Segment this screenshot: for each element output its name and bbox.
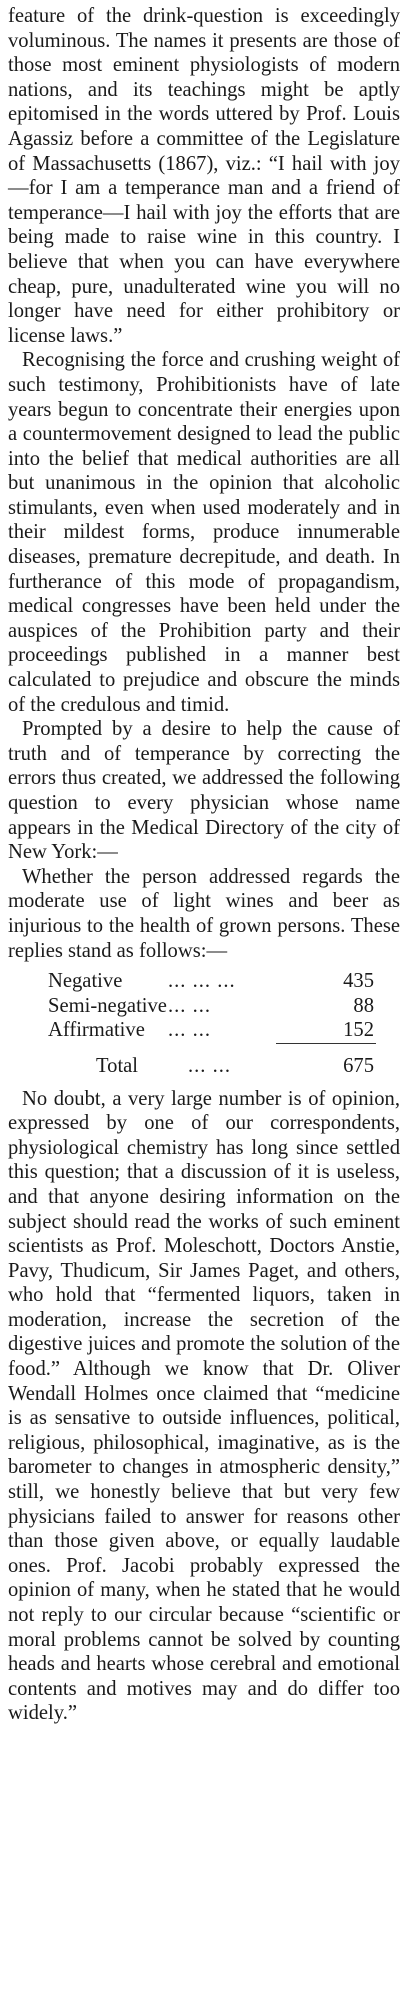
- total-rule: [276, 1043, 376, 1044]
- table-row: [8, 969, 400, 994]
- paragraph-agassiz-quote: feature of the drink-question is exceedingly voluminous. The names it presents are those of those most eminent physiologists of modern nations, and its teachings might be aptly epitomised in the words uttered by Prof. Louis Agassiz before a committee of the Legislature of Massachusetts (1867), viz.: “I hail with joy—for I am a temperance man and a friend of temperance—I hail with joy the efforts that are being made to raise wine in this country. I believe that when you can have everywhere cheap, pure, unadulterated wine you will no longer have need for either prohibitory or license laws.”: [8, 5, 400, 347]
- table-row: [8, 994, 400, 1019]
- row-label: Negative: [48, 970, 123, 993]
- paragraph-question-text: Whether the person addressed regards the moderate use of light wines and beer as injurious to the health of grown persons. These replies stand as follows:—: [8, 865, 400, 962]
- row-leader-dots: ... ... ...: [168, 970, 236, 993]
- row-leader-dots: ... ...: [168, 1019, 212, 1042]
- row-label: Semi-negative: [48, 994, 167, 1017]
- row-value: 435: [343, 970, 374, 993]
- paragraph-physiological-chemistry: No doubt, a very large number is of opinion, expressed by one of our correspondents, physiological chemistry has long since settled this question; that a discussion of it is useless, and that anyone desiring information on the subject should read the works of such eminent scientists as Prof. Moleschott, Doctors Anstie, Pavy, Thudicum, Sir James Paget, and others, who hold that “fermented liquors, taken in moderation, increase the secretion of the digestive juices and promote the solution of the food.” Although we know that Dr. Oliver Wendall Holmes once claimed that “medicine is as sensative to outside influences, political, religious, philosophical, imaginative, as is the barometer to changes in atmospheric density,” still, we honestly believe that but very few physicians failed to answer for reasons other than those given above, or equally laudable ones. Prof. Jacobi probably expressed the opinion of many, when he stated that he would not reply to our circular because “scientific or moral problems cannot be solved by counting heads and hearts whose cerebral and emotional contents and motives may and do differ too widely.”: [8, 1087, 400, 1725]
- paragraph-question-addressed: Prompted by a desire to help the cause of truth and of temperance by correcting the errors thus created, we addressed the following question to every physician whose name appears in the Medical Directory of the city of New York:—: [8, 718, 400, 864]
- row-value: 152: [343, 1019, 374, 1042]
- paragraph-prohibitionists: Recognising the force and crushing weight of such testimony, Prohibitionists have of late years begun to concentrate their energies upon a countermovement designed to lead the public into the belief that medical authorities are all but unanimous in the opinion that alcoholic stimulants, even when used moderately and in their mildest forms, produce innumerable diseases, premature decrepitude, and death. In furtherance of this mode of propagandism, medical congresses have been held under the auspices of the Prohibition party and their proceedings published in a manner best calculated to prejudice and obscure the minds of the credulous and timid.: [8, 349, 400, 716]
- total-leader-dots: ... ...: [188, 1054, 232, 1077]
- table-row: [8, 1018, 400, 1043]
- row-value: 88: [353, 994, 374, 1017]
- total-row: [8, 1054, 400, 1079]
- total-value: 675: [343, 1054, 374, 1077]
- row-leader-dots: ... ...: [168, 994, 212, 1017]
- total-label: Total: [96, 1054, 139, 1077]
- row-label: Affirmative: [48, 1019, 145, 1042]
- replies-table: [8, 969, 400, 1078]
